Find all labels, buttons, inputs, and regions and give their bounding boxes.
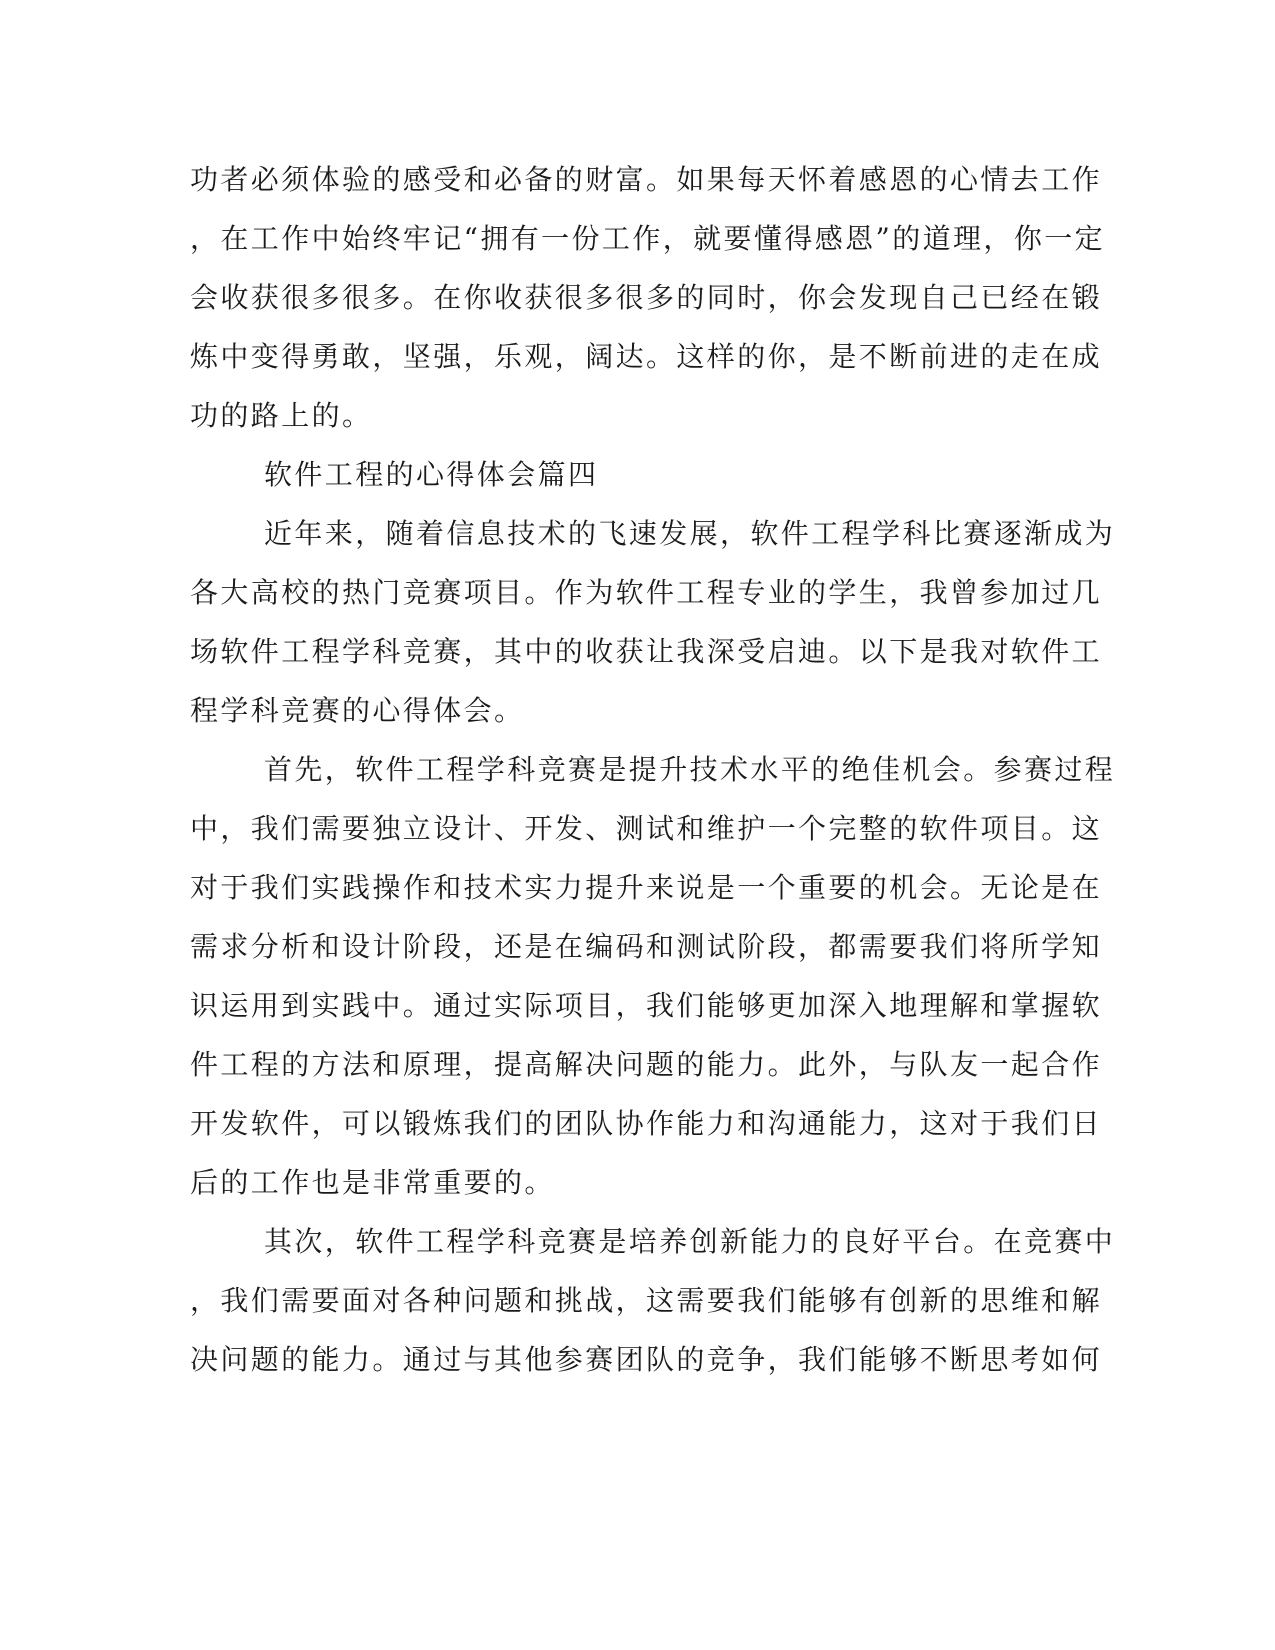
text-line: ，在工作中始终牢记“拥有一份工作，就要懂得感恩”的道理，你一定 xyxy=(190,222,1106,255)
text-line: 需求分析和设计阶段，还是在编码和测试阶段，都需要我们将所学知 xyxy=(190,930,1103,963)
text-line: 场软件工程学科竞赛，其中的收获让我深受启迪。以下是我对软件工 xyxy=(190,635,1103,668)
text-line: 近年来，随着信息技术的飞速发展，软件工程学科比赛逐渐成为 xyxy=(264,517,1116,550)
text-line: 炼中变得勇敢，坚强，乐观，阔达。这样的你，是不断前进的走在成 xyxy=(190,340,1103,373)
text-line: ，我们需要面对各种问题和挑战，这需要我们能够有创新的思维和解 xyxy=(190,1284,1103,1317)
text-line: 开发软件，可以锻炼我们的团队协作能力和沟通能力，这对于我们日 xyxy=(190,1107,1103,1140)
text-line: 会收获很多很多。在你收获很多很多的同时，你会发现自己已经在锻 xyxy=(190,281,1103,314)
text-line: 首先，软件工程学科竞赛是提升技术水平的绝佳机会。参赛过程 xyxy=(264,753,1116,786)
text-line: 功者必须体验的感受和必备的财富。如果每天怀着感恩的心情去工作 xyxy=(190,163,1103,196)
text-line: 程学科竞赛的心得体会。 xyxy=(190,694,525,727)
text-line: 功的路上的。 xyxy=(190,399,373,432)
section-heading: 软件工程的心得体会篇四 xyxy=(264,458,599,491)
text-line: 对于我们实践操作和技术实力提升来说是一个重要的机会。无论是在 xyxy=(190,871,1103,904)
text-line: 其次，软件工程学科竞赛是培养创新能力的良好平台。在竞赛中 xyxy=(264,1225,1116,1258)
text-line: 决问题的能力。通过与其他参赛团队的竞争，我们能够不断思考如何 xyxy=(190,1343,1103,1376)
text-line: 后的工作也是非常重要的。 xyxy=(190,1166,555,1199)
text-line: 识运用到实践中。通过实际项目，我们能够更加深入地理解和掌握软 xyxy=(190,989,1103,1022)
text-line: 中，我们需要独立设计、开发、测试和维护一个完整的软件项目。这 xyxy=(190,812,1103,845)
text-line: 各大高校的热门竞赛项目。作为软件工程专业的学生，我曾参加过几 xyxy=(190,576,1103,609)
text-line: 件工程的方法和原理，提高解决问题的能力。此外，与队友一起合作 xyxy=(190,1048,1103,1081)
